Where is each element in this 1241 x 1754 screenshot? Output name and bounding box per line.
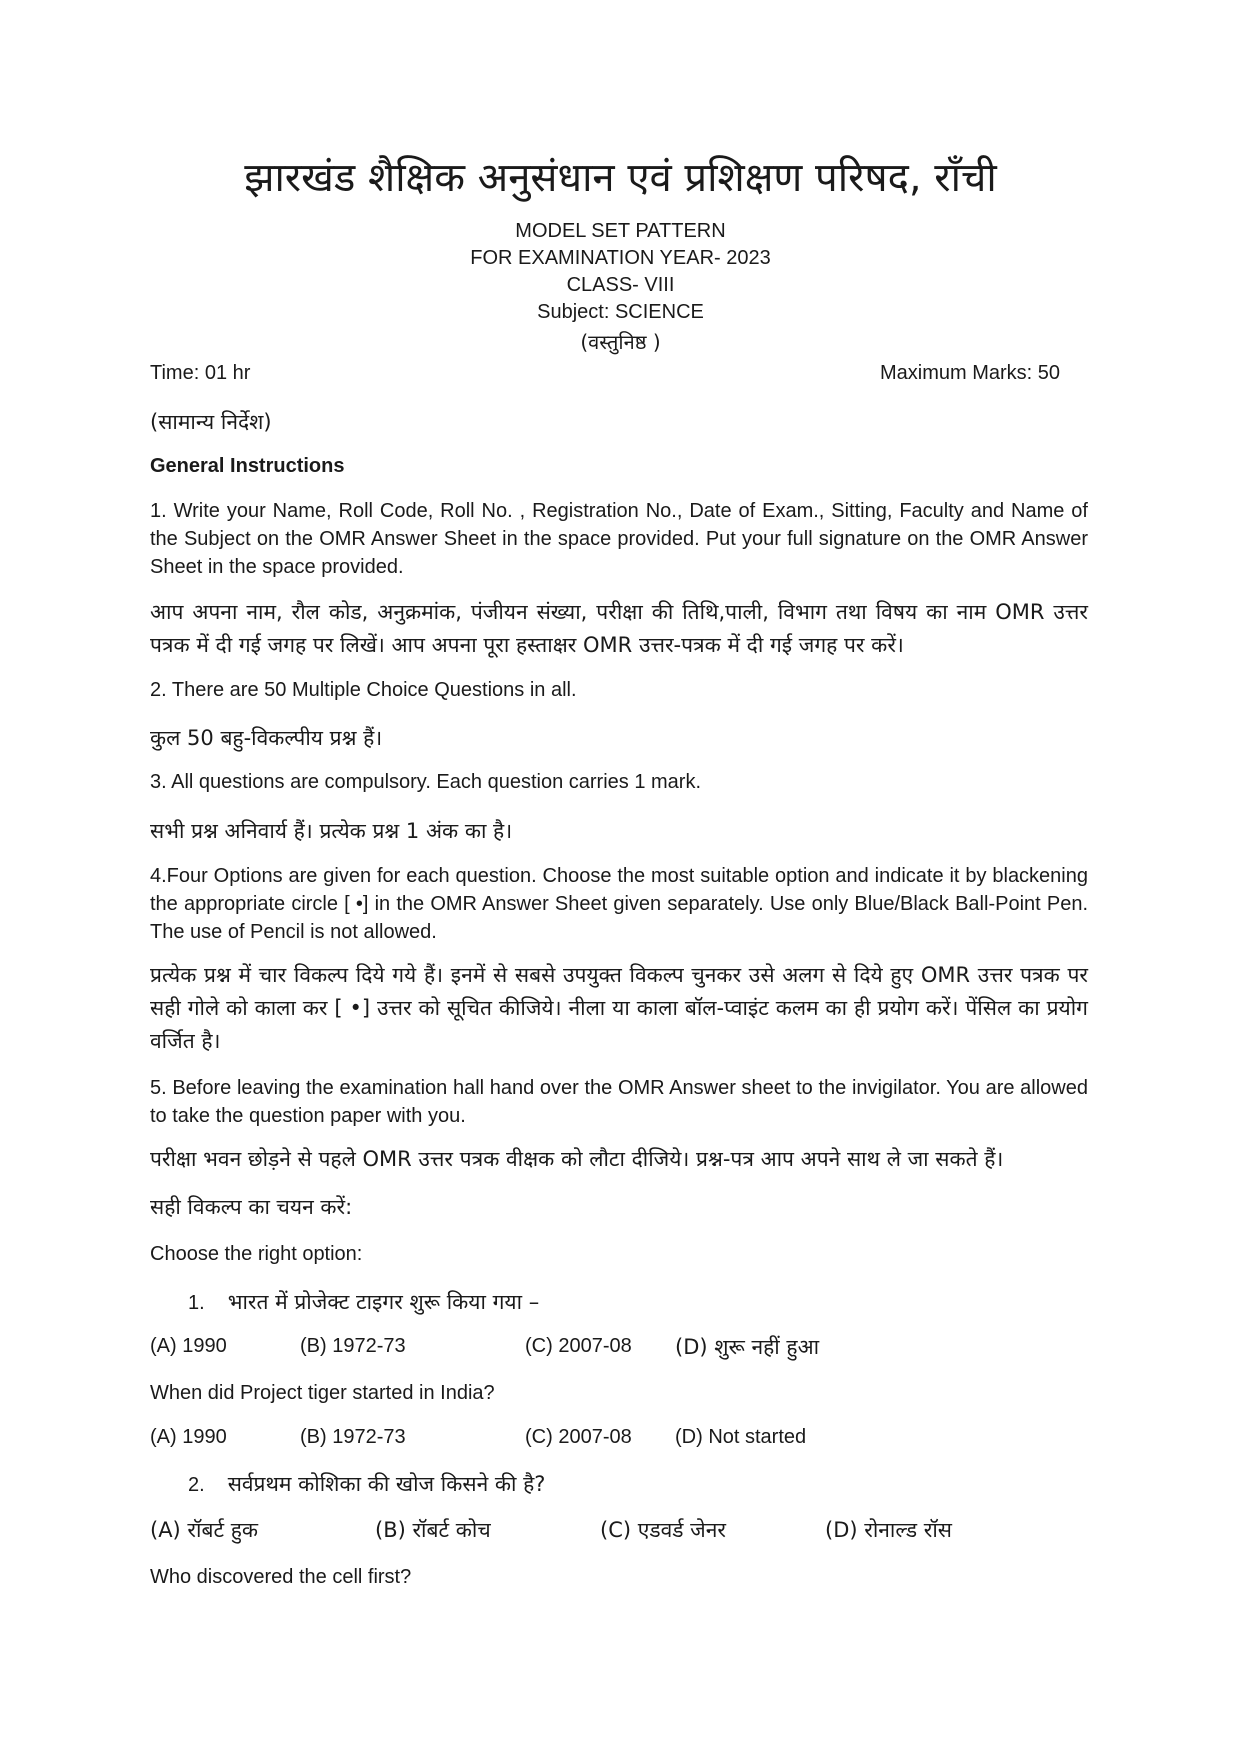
choose-english: Choose the right option: [150, 1243, 363, 1265]
question-text: भारत में प्रोजेक्ट टाइगर शुरू किया गया – [227, 1290, 540, 1314]
q1-option-b-hi: (B) 1972-73 [300, 1335, 406, 1357]
q2-option-d: (D) रोनाल्ड रॉस [825, 1518, 952, 1542]
instruction-4-hindi: प्रत्येक प्रश्न में चार विकल्प दिये गये हैं। इनमें से सबसे उपयुक्त विकल्प चुनकर उसे अलग से दिये हुए OMR उत्तर पत्रक पर सही गोले को काला कर [ •] उत्तर को सूचित कीजिये। नीला या काला बॉल-प्वाइंट कलम का ही प्रयोग करें। पेंसिल का प्रयोग वर्जित है। [150, 963, 1088, 1053]
q1-option-d-en: (D) Not started [675, 1426, 807, 1448]
instruction-2-english: 2. There are 50 Multiple Choice Questions in all. [150, 679, 577, 701]
q1-option-a-hi: (A) 1990 [150, 1335, 227, 1357]
question-text: सर्वप्रथम कोशिका की खोज किसने की है? [227, 1472, 546, 1496]
q1-option-c-en: (C) 2007-08 [525, 1426, 632, 1448]
q1-option-b-en: (B) 1972-73 [300, 1426, 406, 1448]
instruction-1-hindi: आप अपना नाम, रौल कोड, अनुक्रमांक, पंजीयन संख्या, परीक्षा की तिथि,पाली, विभाग तथा विषय का नाम OMR उत्तर पत्रक में दी गई जगह पर लिखें। आप अपना पूरा हस्ताक्षर OMR उत्तर-पत्रक में दी गई जगह पर करें। [150, 600, 1088, 657]
instruction-3-hindi: सभी प्रश्न अनिवार्य हैं। प्रत्येक प्रश्न 1 अंक का है। [150, 819, 513, 843]
council-title: झारखंड शैक्षिक अनुसंधान एवं प्रशिक्षण परिषद, राँची [244, 155, 997, 201]
max-marks-label: Maximum Marks: 50 [880, 362, 1061, 384]
question-1-hindi [188, 1288, 539, 1316]
instruction-3-english: 3. All questions are compulsory. Each question carries 1 mark. [150, 771, 701, 793]
subject-label: Subject: SCIENCE [537, 301, 704, 323]
instruction-1-english: 1. Write your Name, Roll Code, Roll No. , Registration No., Date of Exam., Sitting, Faculty and Name of the Subject on the OMR Answer Sheet in the space provided. Put your full signature on the OMR Answer Sheet in the space provided. [150, 500, 1088, 578]
question-2-hindi [188, 1470, 545, 1498]
pattern-label: MODEL SET PATTERN [515, 220, 726, 242]
q1-option-a-en: (A) 1990 [150, 1426, 227, 1448]
q1-option-c-hi: (C) 2007-08 [525, 1335, 632, 1357]
q2-option-c: (C) एडवर्ड जेनर [600, 1518, 726, 1542]
question-number: 1. [188, 1292, 205, 1314]
instructions-heading-hindi: (सामान्य निर्देश) [150, 410, 272, 434]
paper-type-label: (वस्तुनिष्ठ ) [580, 330, 661, 354]
instruction-4-english: 4.Four Options are given for each question. Choose the most suitable option and indicate it by blackening the appropriate circle [ •] in the OMR Answer Sheet given separately. Use only Blue/Black Ball-Point Pen. The use of Pencil is not allowed. [150, 865, 1088, 943]
exam-year-label: FOR EXAMINATION YEAR- 2023 [470, 247, 771, 269]
instructions-heading: General Instructions [150, 455, 345, 477]
q2-option-a: (A) रॉबर्ट हुक [150, 1518, 258, 1542]
time-label: Time: 01 hr [150, 362, 251, 384]
choose-hindi: सही विकल्प का चयन करें: [150, 1195, 353, 1219]
q1-option-d-hi: (D) शुरू नहीं हुआ [675, 1335, 820, 1359]
instruction-5-english: 5. Before leaving the examination hall hand over the OMR Answer sheet to the invigilator. You are allowed to take the question paper with you. [150, 1077, 1088, 1127]
question-1-english: When did Project tiger started in India? [150, 1382, 495, 1404]
question-2-english: Who discovered the cell first? [150, 1566, 412, 1588]
instruction-5-hindi: परीक्षा भवन छोड़ने से पहले OMR उत्तर पत्रक वीक्षक को लौटा दीजिये। प्रश्न-पत्र आप अपने साथ ले जा सकते हैं। [150, 1147, 1004, 1171]
question-number: 2. [188, 1474, 205, 1496]
instruction-2-hindi: कुल 50 बहु-विकल्पीय प्रश्न हैं। [150, 726, 383, 750]
q2-option-b: (B) रॉबर्ट कोच [375, 1518, 491, 1542]
class-label: CLASS- VIII [566, 274, 675, 296]
